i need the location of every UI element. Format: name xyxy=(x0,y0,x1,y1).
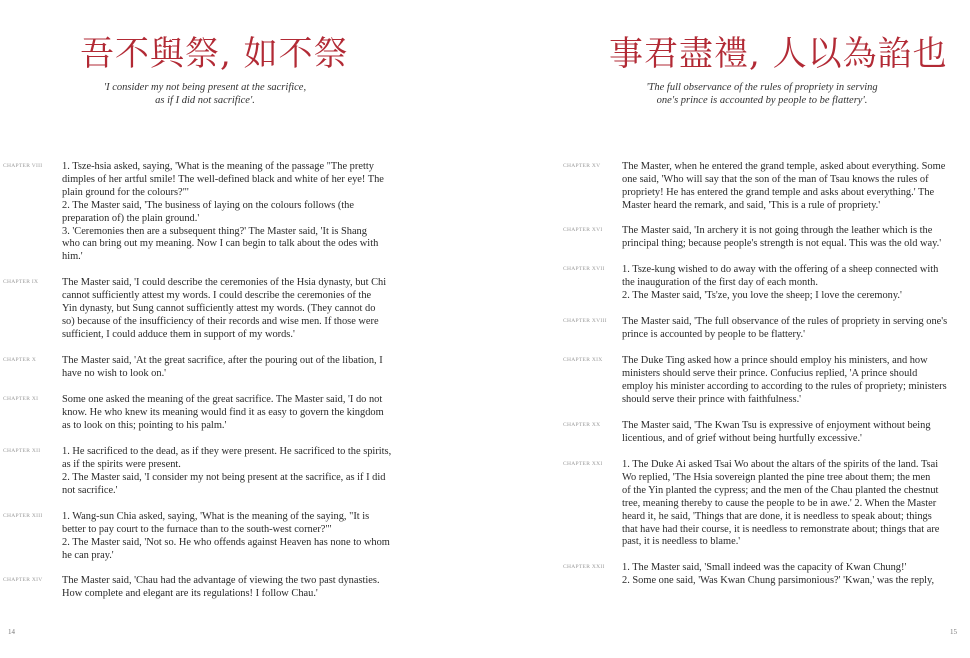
chapter-label: CHAPTER IX xyxy=(3,279,39,285)
text-line: Wo replied, 'The Hsia sovereign planted the pine tree about them; the men xyxy=(622,471,931,483)
chapter-text xyxy=(62,394,407,433)
chapter-text xyxy=(62,161,407,264)
chinese-heading: 事君盡禮, 人以為諂也 xyxy=(609,34,948,74)
text-line: cannot sufficiently attest my words. I could describe the ceremonies of the xyxy=(62,289,372,301)
subtitle-line: 'The full observance of the rules of propriety in serving xyxy=(646,82,878,93)
chapter-label: CHAPTER XIV xyxy=(3,577,43,583)
text-line: better to pay court to the furnace than to the south-west corner?"' xyxy=(62,523,332,535)
chapter-label: CHAPTER XV xyxy=(563,163,601,169)
text-line: Some one asked the meaning of the great sacrifice. The Master said, 'I do not xyxy=(62,394,383,405)
text-line: 1. Wang-sun Chia asked, saying, 'What is the meaning of the saying, "It is xyxy=(62,511,370,522)
chapter-text xyxy=(622,161,970,213)
text-line: preparation of) the plain ground.' xyxy=(62,212,200,224)
text-line: ministers should serve their prince. Confucius replied, 'A prince should xyxy=(622,367,918,379)
text-line: The Master said, 'The full observance of the rules of propriety in serving one's xyxy=(622,316,948,327)
text-line: The Master said, 'The Kwan Tsu is expressive of enjoyment without being xyxy=(622,420,931,431)
chapter-label: CHAPTER XVI xyxy=(563,227,603,233)
text-line: know. He who knew its meaning would find it as easy to govern the kingdom xyxy=(62,406,384,418)
text-line: employ his minister according to according to the rules of propriety; ministers xyxy=(622,380,947,392)
chapter-text xyxy=(622,459,970,549)
chapter-text xyxy=(62,511,407,563)
text-line: 2. The Master said, 'I consider my not being present at the sacrifice, as if I did xyxy=(62,471,386,483)
text-line: 1. The Duke Ai asked Tsai Wo about the altars of the spirits of the land. Tsai xyxy=(622,459,939,470)
chapter-text xyxy=(622,264,970,303)
chinese-heading: 吾不與祭, 如不祭 xyxy=(80,34,349,74)
text-line: 1. The Master said, 'Small indeed was the capacity of Kwan Chung!' xyxy=(622,562,907,573)
subtitle-line: as if I did not sacrifice'. xyxy=(155,95,255,106)
chapter-label: CHAPTER XIX xyxy=(563,357,603,363)
text-line: Yin dynasty, but Sung cannot sufficiently attest my words. (They cannot do xyxy=(62,302,376,314)
chapter-text xyxy=(62,575,407,601)
text-line: The Master said, 'In archery it is not going through the leather which is the xyxy=(622,225,933,236)
chapter-label: CHAPTER XII xyxy=(3,448,41,454)
text-line: dimples of her artful smile! The well-defined black and white of her eye! The xyxy=(62,173,384,185)
text-line: one said, 'Who will say that the son of the man of Tsau knows the rules of xyxy=(622,173,929,185)
chapter-label: CHAPTER VIII xyxy=(3,163,43,169)
chapter-text xyxy=(62,277,407,342)
text-line: heard it, he said, 'Things that are done, it is needless to speak about; things xyxy=(622,510,932,522)
text-line: The Duke Ting asked how a prince should employ his ministers, and how xyxy=(622,355,928,366)
text-line: prince is accounted by people to be flattery.' xyxy=(622,328,805,340)
text-line: Master heard the remark, and said, 'This is a rule of propriety.' xyxy=(622,199,881,211)
chapter-text xyxy=(622,420,970,446)
text-line: 2. Some one said, 'Was Kwan Chung parsimonious?' 'Kwan,' was the reply, xyxy=(622,574,935,586)
text-line: plain ground for the colours?"' xyxy=(62,186,189,198)
text-line: so) because of the insufficiency of their records and wise men. If those were xyxy=(62,315,379,327)
heading-translation xyxy=(622,81,902,107)
text-line: sufficient, I could adduce them in support of my words.' xyxy=(62,328,295,340)
text-line: who can bring out my meaning. Now I can begin to talk about the odes with xyxy=(62,238,379,250)
text-line: him.' xyxy=(62,251,83,263)
text-line: 1. Tsze-kung wished to do away with the offering of a sheep connected with xyxy=(622,264,939,275)
chapter-label: CHAPTER XI xyxy=(3,396,39,402)
subtitle-line: one's prince is accounted by people to be flattery'. xyxy=(656,95,868,106)
chapter-text xyxy=(622,316,970,342)
text-line: that have had their course, it is needless to remonstrate about; things that are xyxy=(622,523,940,535)
text-line: 3. 'Ceremonies then are a subsequent thing?' The Master said, 'It is Shang xyxy=(62,225,367,237)
text-line: The Master said, 'Chau had the advantage of viewing the two past dynasties. xyxy=(62,575,380,586)
page-number: 14 xyxy=(8,628,15,636)
chapter-text xyxy=(62,355,407,381)
text-line: as if the spirits were present. xyxy=(62,458,181,470)
chapter-label: CHAPTER XVII xyxy=(563,266,605,272)
text-line: 1. He sacrificed to the dead, as if they were present. He sacrificed to the spirits, xyxy=(62,446,392,457)
chapter-text xyxy=(622,225,970,251)
text-line: 1. Tsze-hsia asked, saying, 'What is the meaning of the passage "The pretty xyxy=(62,161,374,172)
chapter-label: CHAPTER X xyxy=(3,357,37,363)
text-line: The Master, when he entered the grand temple, asked about everything. Some xyxy=(622,161,946,172)
chapter-label: CHAPTER XXII xyxy=(563,564,605,570)
chapter-text xyxy=(62,446,407,498)
text-line: as to look on this; pointing to his palm.' xyxy=(62,419,227,431)
chapter-label: CHAPTER XIII xyxy=(3,513,43,519)
text-line: 2. The Master said, 'Ts'ze, you love the sheep; I love the ceremony.' xyxy=(622,289,902,301)
text-line: principal thing; because people's strength is not equal. This was the old way.' xyxy=(622,237,942,249)
chapter-label: CHAPTER XX xyxy=(563,422,601,428)
chapter-text xyxy=(622,562,970,588)
text-line: 2. The Master said, 'The business of laying on the colours follows (the xyxy=(62,199,354,211)
text-line: not sacrifice.' xyxy=(62,484,118,496)
heading-translation xyxy=(100,81,310,107)
text-line: The Master said, 'I could describe the ceremonies of the Hsia dynasty, but Chi xyxy=(62,277,387,288)
chapter-label: CHAPTER XXI xyxy=(563,461,603,467)
chapter-label: CHAPTER XVIII xyxy=(563,318,607,324)
text-line: of the Yin planted the cypress; and the men of the Chau planted the chestnut xyxy=(622,484,939,496)
text-line: he can pray.' xyxy=(62,549,114,561)
text-line: The Master said, 'At the great sacrifice, after the pouring out of the libation, I xyxy=(62,355,383,366)
chapter-text xyxy=(622,355,970,407)
subtitle-line: 'I consider my not being present at the sacrifice, xyxy=(103,82,307,93)
text-line: 2. The Master said, 'Not so. He who offends against Heaven has none to whom xyxy=(62,536,390,548)
text-line: propriety! He has entered the grand temple and asks about everything.' The xyxy=(622,186,935,198)
text-line: past, it is needless to blame.' xyxy=(622,536,741,548)
text-line: should serve their prince with faithfulness.' xyxy=(622,393,802,405)
text-line: have no wish to look on.' xyxy=(62,367,167,379)
right-page xyxy=(485,0,970,658)
text-line: licentious, and of grief without being hurtfully excessive.' xyxy=(622,432,862,444)
text-line: How complete and elegant are its regulations! I follow Chau.' xyxy=(62,587,318,599)
page-number: 15 xyxy=(950,628,957,636)
text-line: tree, meaning thereby to cause the people to be in awe.' 2. When the Master xyxy=(622,497,937,509)
text-line: the inauguration of the first day of each month. xyxy=(622,276,818,288)
